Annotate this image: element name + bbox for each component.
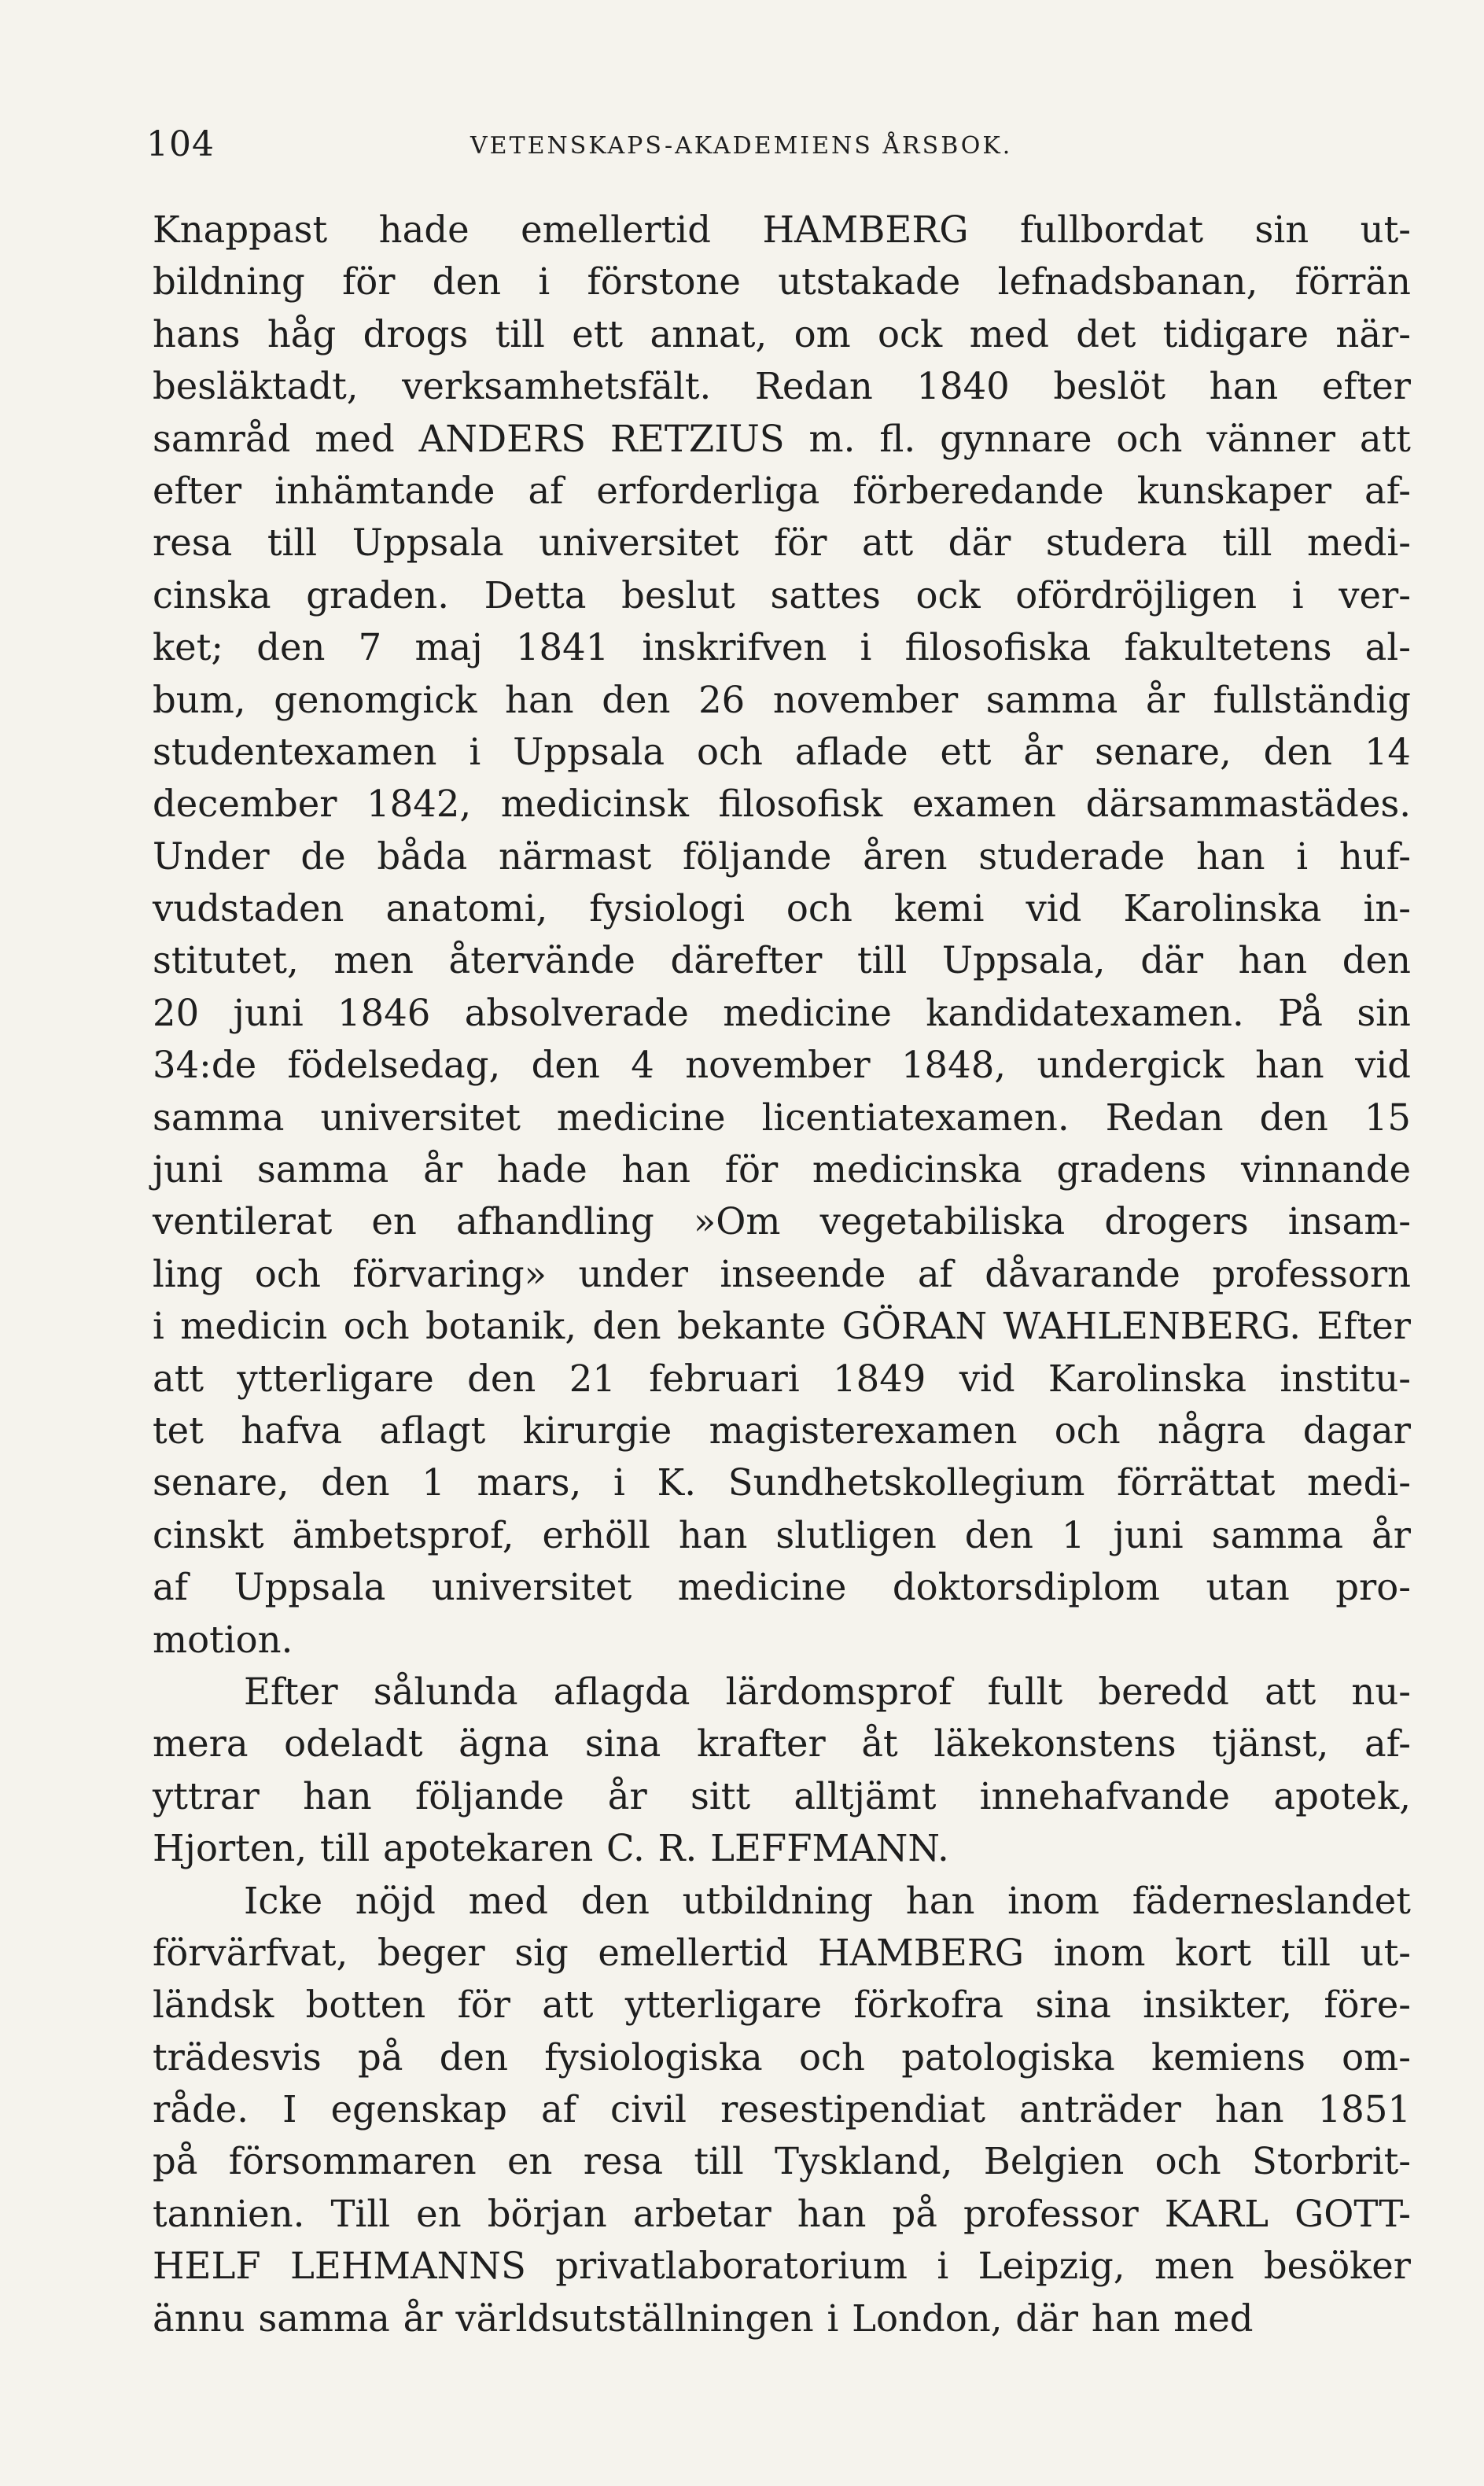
text-line: hans håg drogs till ett annat, om ock med det tidigare när- [153, 312, 1411, 355]
text-line: ling och förvaring» under inseende af dåvarande professorn [153, 1252, 1411, 1295]
text-line: Under de båda närmast följande åren studerade han i huf- [153, 834, 1411, 878]
text-line: 20 juni 1846 absolverade medicine kandidatexamen. På sin [153, 991, 1411, 1034]
text-line: resa till Uppsala universitet för att där studera till medi- [153, 521, 1411, 565]
text-line: bum, genomgick han den 26 november samma år fullständig [153, 678, 1411, 721]
text-line: Efter sålunda aflagda lärdomsprof fullt beredd att nu- [244, 1670, 1411, 1713]
text-line: HELF LEHMANNS privatlaboratorium i Leipzig, men besöker [153, 2245, 1411, 2288]
text-line: studentexamen i Uppsala och aflade ett år senare, den 14 [153, 730, 1411, 773]
text-line: ket; den 7 maj 1841 inskrifven i filosofiska fakultetens al- [153, 626, 1411, 669]
text-line: Hjorten, till apotekaren C. R. LEFFMANN. [153, 1827, 949, 1870]
text-line: på försommaren en resa till Tyskland, Belgien och Storbrit- [153, 2140, 1411, 2183]
text-line: cinskt ämbetsprof, erhöll han slutligen den 1 juni samma år [153, 1513, 1411, 1556]
text-line: samråd med ANDERS RETZIUS m. fl. gynnare och vänner att [153, 417, 1411, 460]
text-line: mera odeladt ägna sina krafter åt läkekonstens tjänst, af- [153, 1722, 1411, 1766]
text-line: senare, den 1 mars, i K. Sundhetskollegium förrättat medi- [153, 1461, 1411, 1504]
text-line: stitutet, men återvände därefter till Uppsala, där han den [153, 939, 1411, 982]
page-header [146, 124, 1408, 171]
text-line: ländsk botten för att ytterligare förkofra sina insikter, före- [153, 1983, 1411, 2027]
paragraph [153, 1875, 1411, 2345]
paragraph [153, 1666, 1411, 1875]
text-line: att ytterligare den 21 februari 1849 vid Karolinska institu- [153, 1357, 1411, 1400]
text-line: ventilerat en afhandling »Om vegetabiliska drogers insam- [153, 1200, 1411, 1243]
text-line: ännu samma år världsutställningen i London, där han med [153, 2296, 1254, 2340]
text-line: bildning för den i förstone utstakade lefnadsbanan, förrän [153, 260, 1411, 304]
text-line: förvärfvat, beger sig emellertid HAMBERG inom kort till ut- [153, 1931, 1411, 1974]
text-line: tannien. Till en början arbetar han på professor KARL GOTT- [153, 2192, 1411, 2235]
text-line: samma universitet medicine licentiatexamen. Redan den 15 [153, 1096, 1411, 1139]
text-line: 34:de födelsedag, den 4 november 1848, undergick han vid [153, 1044, 1411, 1087]
text-line: af Uppsala universitet medicine doktorsdiplom utan pro- [153, 1566, 1411, 1609]
text-line: Knappast hade emellertid HAMBERG fullbordat sin ut- [153, 208, 1411, 251]
text-line: december 1842, medicinsk filosofisk examen därsammastädes. [153, 783, 1411, 826]
text-line: trädesvis på den fysiologiska och patologiska kemiens om- [153, 2035, 1411, 2079]
text-line: råde. I egenskap af civil resestipendiat anträder han 1851 [153, 2088, 1411, 2131]
text-line: i medicin och botanik, den bekante GÖRAN WAHLENBERG. Efter [153, 1305, 1411, 1348]
text-line: tet hafva aflagt kirurgie magisterexamen och några dagar [153, 1409, 1411, 1452]
text-line: besläktadt, verksamhetsfält. Redan 1840 beslöt han efter [153, 365, 1411, 408]
text-line: motion. [153, 1618, 293, 1661]
text-line: yttrar han följande år sitt alltjämt innehafvande apotek, [153, 1774, 1411, 1818]
page-number: 104 [146, 124, 215, 164]
paragraph [153, 204, 1411, 1666]
text-line: juni samma år hade han för medicinska gradens vinnande [153, 1148, 1411, 1191]
running-head: VETENSKAPS-AKADEMIENS ÅRSBOK. [470, 132, 1013, 160]
text-line: Icke nöjd med den utbildning han inom fäderneslandet [244, 1879, 1411, 1922]
body-text [153, 204, 1411, 2344]
text-line: vudstaden anatomi, fysiologi och kemi vid Karolinska in- [153, 887, 1411, 930]
text-line: cinska graden. Detta beslut sattes ock ofördröjligen i ver- [153, 573, 1411, 617]
text-line: efter inhämtande af erforderliga förberedande kunskaper af- [153, 469, 1411, 512]
